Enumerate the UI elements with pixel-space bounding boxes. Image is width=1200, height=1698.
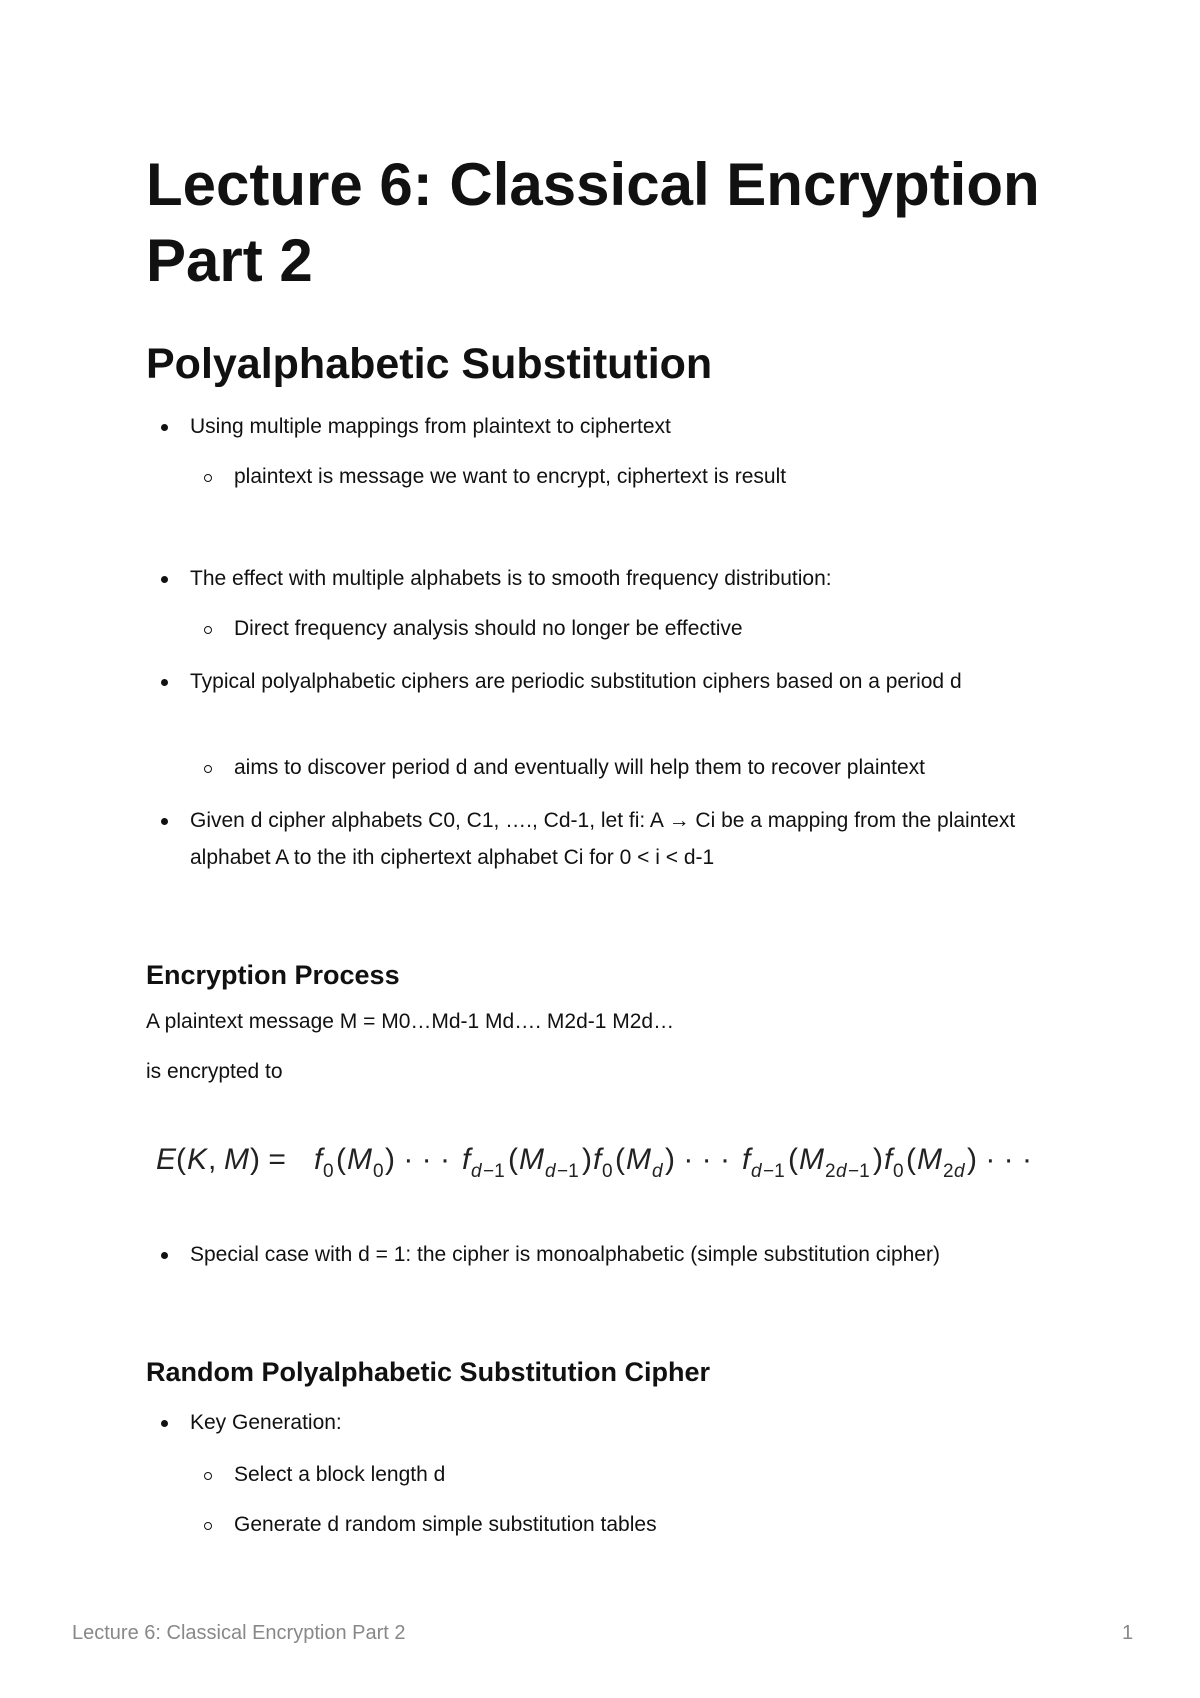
svg-text:−1: −1 (557, 1161, 579, 1182)
svg-text:): ) (582, 1143, 592, 1176)
section-heading-polyalphabetic: Polyalphabetic Substitution (146, 340, 713, 388)
list-item: Special case with d = 1: the cipher is monoalphabetic (simple substitution cipher) (190, 1243, 940, 1266)
paragraph: A plaintext message M = M0…Md-1 Md…. M2d-1 M2d… (146, 1010, 675, 1033)
svg-text:(: ( (508, 1143, 518, 1176)
svg-text:f: f (314, 1143, 323, 1176)
svg-text:0: 0 (373, 1161, 384, 1182)
svg-text:f: f (742, 1143, 751, 1176)
page-number: 1 (1122, 1622, 1134, 1644)
circle-bullet-icon (204, 765, 212, 773)
svg-text:−1: −1 (483, 1161, 505, 1182)
svg-text:d: d (751, 1161, 762, 1182)
list-item: Key Generation: (190, 1411, 342, 1434)
encryption-formula (156, 1135, 1056, 1185)
svg-text:d: d (545, 1161, 556, 1182)
svg-text:(: ( (615, 1143, 625, 1176)
bullet-icon (161, 1420, 168, 1427)
svg-text:M: M (917, 1143, 942, 1176)
bullet-icon (161, 679, 168, 686)
paragraph: is encrypted to (146, 1060, 283, 1083)
svg-text:0: 0 (602, 1161, 613, 1182)
svg-text:(: ( (176, 1143, 186, 1176)
bullet-icon (161, 424, 168, 431)
svg-text:(: ( (788, 1143, 798, 1176)
svg-text:) · · ·: ) · · · (665, 1143, 730, 1176)
svg-text:f: f (593, 1143, 602, 1176)
svg-text:0: 0 (323, 1161, 334, 1182)
list-item: The effect with multiple alphabets is to smooth frequency distribution: (190, 567, 832, 590)
circle-bullet-icon (204, 474, 212, 482)
svg-text:(: ( (336, 1143, 346, 1176)
list-item: plaintext is message we want to encrypt, ciphertext is result (234, 465, 787, 488)
circle-bullet-icon (204, 626, 212, 634)
list-item: Select a block length d (234, 1463, 446, 1486)
svg-text:2: 2 (943, 1161, 954, 1182)
svg-text:(: ( (906, 1143, 916, 1176)
svg-text:): ) (873, 1143, 883, 1176)
bullet-icon (161, 576, 168, 583)
svg-text:d: d (652, 1161, 663, 1182)
svg-text:2: 2 (825, 1161, 836, 1182)
svg-text:M: M (799, 1143, 824, 1176)
list-item: aims to discover period d and eventually will help them to recover plaintext (234, 756, 926, 779)
svg-text:f: f (462, 1143, 471, 1176)
list-item: Using multiple mappings from plaintext to ciphertext (190, 415, 671, 438)
svg-text:) · · ·: ) · · · (967, 1143, 1032, 1176)
svg-text:f: f (884, 1143, 893, 1176)
page-title: Lecture 6: Classical Encryption Part 2 (146, 151, 1040, 294)
svg-text:0: 0 (893, 1161, 904, 1182)
svg-text:) · · ·: ) · · · (385, 1143, 450, 1176)
svg-text:d: d (954, 1161, 965, 1182)
svg-text:) =: ) = (250, 1143, 286, 1176)
footer-title: Lecture 6: Classical Encryption Part 2 (72, 1622, 406, 1644)
bullet-icon (161, 818, 168, 825)
svg-text:−1: −1 (848, 1161, 870, 1182)
heading-random-cipher: Random Polyalphabetic Substitution Cipher (146, 1357, 711, 1387)
heading-encryption-process: Encryption Process (146, 960, 400, 990)
list-item: Typical polyalphabetic ciphers are periodic substitution ciphers based on a period d (190, 670, 962, 693)
circle-bullet-icon (204, 1472, 212, 1480)
svg-text:M: M (347, 1143, 372, 1176)
svg-text:M: M (224, 1143, 249, 1176)
list-item: Direct frequency analysis should no longer be effective (234, 617, 743, 640)
svg-text:E: E (156, 1143, 177, 1176)
list-item: Generate d random simple substitution tables (234, 1513, 657, 1536)
svg-text:,: , (208, 1143, 217, 1176)
svg-text:K: K (187, 1143, 208, 1176)
bullet-icon (161, 1252, 168, 1259)
svg-text:M: M (626, 1143, 651, 1176)
svg-text:d: d (471, 1161, 482, 1182)
svg-text:d: d (836, 1161, 847, 1182)
circle-bullet-icon (204, 1522, 212, 1530)
svg-text:M: M (519, 1143, 544, 1176)
svg-text:−1: −1 (763, 1161, 785, 1182)
list-item: Given d cipher alphabets C0, C1, …., Cd-1, let fi: A → Ci be a mapping from the plaintext alphabet A to the ith ciphertext alphabet Ci for 0 < i < d-1 (190, 809, 1016, 869)
